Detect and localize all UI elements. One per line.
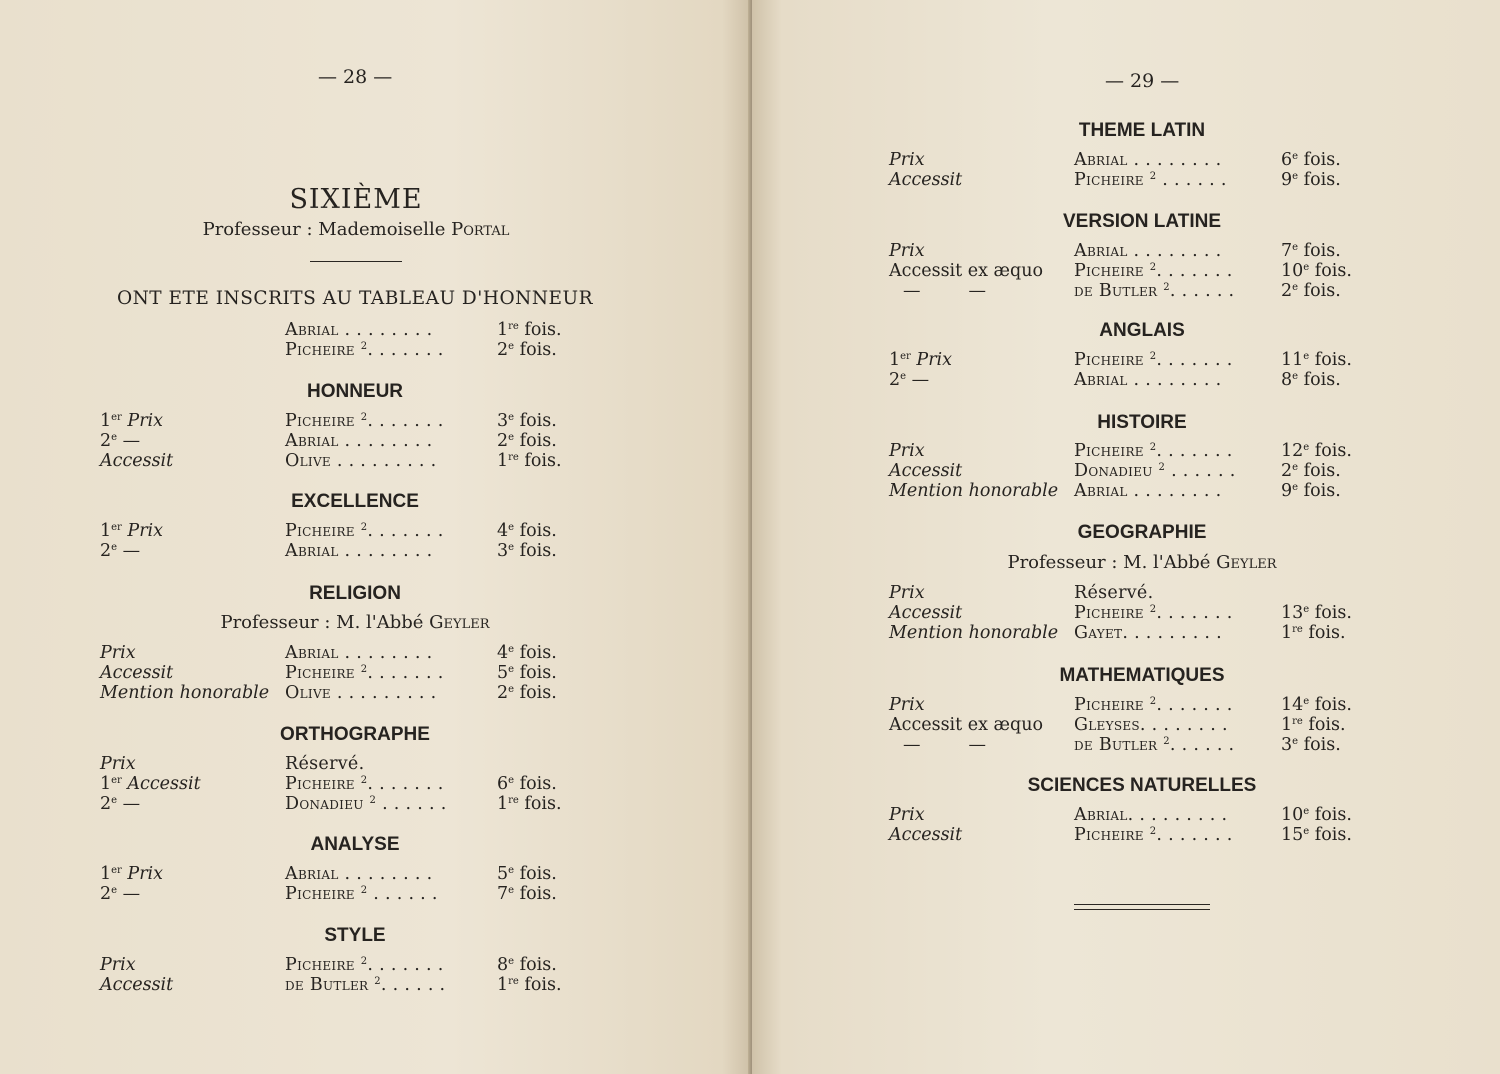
- section-title: RELIGION: [309, 583, 401, 604]
- section-title: HISTOIRE: [1097, 412, 1187, 433]
- award-label: 1er Prix: [100, 521, 164, 541]
- end-double-rule: [1074, 904, 1210, 910]
- award-count: 5e fois.: [497, 663, 557, 683]
- award-label: Accessit: [100, 451, 174, 471]
- award-label: Accessit: [889, 825, 963, 845]
- student-name: de Butler $^2$. . . . . .: [285, 975, 446, 995]
- award-count: 2e fois.: [497, 431, 557, 451]
- award-count: 3e fois.: [497, 411, 557, 431]
- award-count: 2e fois.: [497, 340, 557, 360]
- award-count: 9e fois.: [1281, 481, 1341, 501]
- student-name: Picheire $^2$. . . . . . .: [285, 521, 444, 541]
- award-count: 1re fois.: [497, 320, 562, 340]
- section-title: VERSION LATINE: [1063, 211, 1221, 232]
- award-label: 1er Accessit: [100, 774, 201, 794]
- student-name: Picheire $^2$. . . . . . .: [1074, 695, 1233, 715]
- award-count: 6e fois.: [497, 774, 557, 794]
- student-name: Abrial . . . . . . . .: [1074, 150, 1222, 170]
- student-name: Picheire $^2$. . . . . . .: [285, 955, 444, 975]
- award-label: Accessit ex æquo: [889, 715, 1043, 735]
- award-label: Accessit: [100, 663, 174, 683]
- award-count: 6e fois.: [1281, 150, 1341, 170]
- award-label: Mention honorable: [889, 481, 1059, 501]
- section-title: ANGLAIS: [1099, 320, 1185, 341]
- award-count: 8e fois.: [497, 955, 557, 975]
- award-count: 2e fois.: [497, 683, 557, 703]
- award-label: 1er Prix: [889, 350, 953, 370]
- page-number: — 29 —: [1105, 70, 1180, 92]
- student-name: de Butler $^2$. . . . . .: [1074, 281, 1235, 301]
- award-label: Prix: [889, 150, 925, 170]
- award-label: 2e —: [100, 541, 141, 561]
- student-name: Abrial . . . . . . . .: [285, 541, 433, 561]
- student-name: Abrial . . . . . . . .: [285, 643, 433, 663]
- student-name: Picheire $^2$ . . . . . .: [1074, 170, 1227, 190]
- section-title: SCIENCES NATURELLES: [1027, 775, 1257, 796]
- student-name: Donadieu $^2$ . . . . . .: [1074, 461, 1236, 481]
- award-count: 5e fois.: [497, 864, 557, 884]
- section-title: EXCELLENCE: [291, 491, 419, 512]
- student-name: Picheire $^2$. . . . . . .: [285, 411, 444, 431]
- award-count: 15e fois.: [1281, 825, 1352, 845]
- student-name: Picheire $^2$. . . . . . .: [1074, 441, 1233, 461]
- award-label: 2e —: [100, 794, 141, 814]
- student-name: Gleyses. . . . . . . .: [1074, 715, 1228, 735]
- student-name: Abrial . . . . . . . .: [1074, 370, 1222, 390]
- award-label: Prix: [100, 643, 136, 663]
- section-professor: Professeur : M. l'Abbé Geyler: [1007, 552, 1277, 573]
- award-label: Accessit: [889, 603, 963, 623]
- professor-prefix: Professeur : Mademoiselle: [202, 219, 452, 240]
- award-label: Prix: [889, 805, 925, 825]
- student-name: Picheire $^2$. . . . . . .: [1074, 825, 1233, 845]
- student-name: Picheire $^2$. . . . . . .: [1074, 350, 1233, 370]
- section-professor: Professeur : M. l'Abbé Geyler: [220, 612, 490, 633]
- award-count: 2e fois.: [1281, 461, 1341, 481]
- award-label: Prix: [889, 241, 925, 261]
- student-name: de Butler $^2$. . . . . .: [1074, 735, 1235, 755]
- award-count: 1re fois.: [497, 975, 562, 995]
- award-label: 2e —: [100, 884, 141, 904]
- student-name: Olive . . . . . . . . .: [285, 683, 437, 703]
- student-name: Picheire $^2$. . . . . . .: [1074, 603, 1233, 623]
- award-count: 1re fois.: [497, 794, 562, 814]
- right-page: [752, 0, 1500, 1074]
- award-label: Accessit: [889, 461, 963, 481]
- award-label: 2e —: [100, 431, 141, 451]
- award-count: 14e fois.: [1281, 695, 1352, 715]
- award-count: 2e fois.: [1281, 281, 1341, 301]
- award-count: 9e fois.: [1281, 170, 1341, 190]
- section-title: GEOGRAPHIE: [1077, 522, 1207, 543]
- section-title: ORTHOGRAPHE: [280, 724, 430, 745]
- student-name: Abrial . . . . . . . .: [285, 864, 433, 884]
- award-label: Prix: [100, 754, 136, 774]
- award-count: 3e fois.: [497, 541, 557, 561]
- award-label: Prix: [889, 583, 925, 603]
- award-label: 1er Prix: [100, 864, 164, 884]
- section-title: MATHEMATIQUES: [1059, 665, 1225, 686]
- page-title: SIXIÈME: [289, 184, 423, 215]
- award-count: 12e fois.: [1281, 441, 1352, 461]
- page-number: — 28 —: [318, 66, 393, 88]
- award-count: 10e fois.: [1281, 261, 1352, 281]
- student-name: Donadieu $^2$ . . . . . .: [285, 794, 447, 814]
- award-count: 7e fois.: [1281, 241, 1341, 261]
- award-count: 1re fois.: [1281, 623, 1346, 643]
- student-name: Gayet. . . . . . . . .: [1074, 623, 1223, 643]
- award-count: 1re fois.: [497, 451, 562, 471]
- student-name: Picheire $^2$ . . . . . .: [285, 884, 438, 904]
- award-count: 1re fois.: [1281, 715, 1346, 735]
- student-name: Abrial . . . . . . . .: [1074, 481, 1222, 501]
- student-name: Abrial . . . . . . . .: [285, 431, 433, 451]
- student-name: Réservé.: [1074, 583, 1154, 603]
- student-name: Abrial . . . . . . . .: [285, 320, 433, 340]
- award-label: Prix: [100, 955, 136, 975]
- award-count: 3e fois.: [1281, 735, 1341, 755]
- student-name: Picheire $^2$. . . . . . .: [285, 774, 444, 794]
- award-label: Prix: [889, 695, 925, 715]
- section-title: ANALYSE: [310, 834, 400, 855]
- section-title: HONNEUR: [306, 381, 404, 402]
- award-label: Accessit ex æquo: [889, 261, 1043, 281]
- honor-roll-title: ONT ETE INSCRITS AU TABLEAU D'HONNEUR: [116, 288, 594, 309]
- student-name: Picheire $^2$. . . . . . .: [285, 340, 444, 360]
- award-count: 4e fois.: [497, 643, 557, 663]
- professor-line: [0, 219, 712, 240]
- section-title: THEME LATIN: [1078, 120, 1206, 141]
- award-count: 8e fois.: [1281, 370, 1341, 390]
- award-label: — —: [903, 735, 986, 755]
- student-name: Abrial . . . . . . . .: [1074, 241, 1222, 261]
- award-count: 13e fois.: [1281, 603, 1352, 623]
- award-label: 2e —: [889, 370, 930, 390]
- title-rule: [310, 261, 402, 262]
- award-label: Accessit: [100, 975, 174, 995]
- student-name: Abrial. . . . . . . . .: [1074, 805, 1228, 825]
- award-label: Mention honorable: [100, 683, 270, 703]
- award-count: 10e fois.: [1281, 805, 1352, 825]
- award-label: 1er Prix: [100, 411, 164, 431]
- student-name: Picheire $^2$. . . . . . .: [285, 663, 444, 683]
- award-label: Accessit: [889, 170, 963, 190]
- award-count: 11e fois.: [1281, 350, 1352, 370]
- professor-name: Portal: [451, 219, 510, 240]
- student-name: Olive . . . . . . . . .: [285, 451, 437, 471]
- award-label: Prix: [889, 441, 925, 461]
- award-count: 7e fois.: [497, 884, 557, 904]
- award-count: 4e fois.: [497, 521, 557, 541]
- section-title: STYLE: [324, 925, 386, 946]
- student-name: Réservé.: [285, 754, 365, 774]
- award-label: Mention honorable: [889, 623, 1059, 643]
- student-name: Picheire $^2$. . . . . . .: [1074, 261, 1233, 281]
- award-label: — —: [903, 281, 986, 301]
